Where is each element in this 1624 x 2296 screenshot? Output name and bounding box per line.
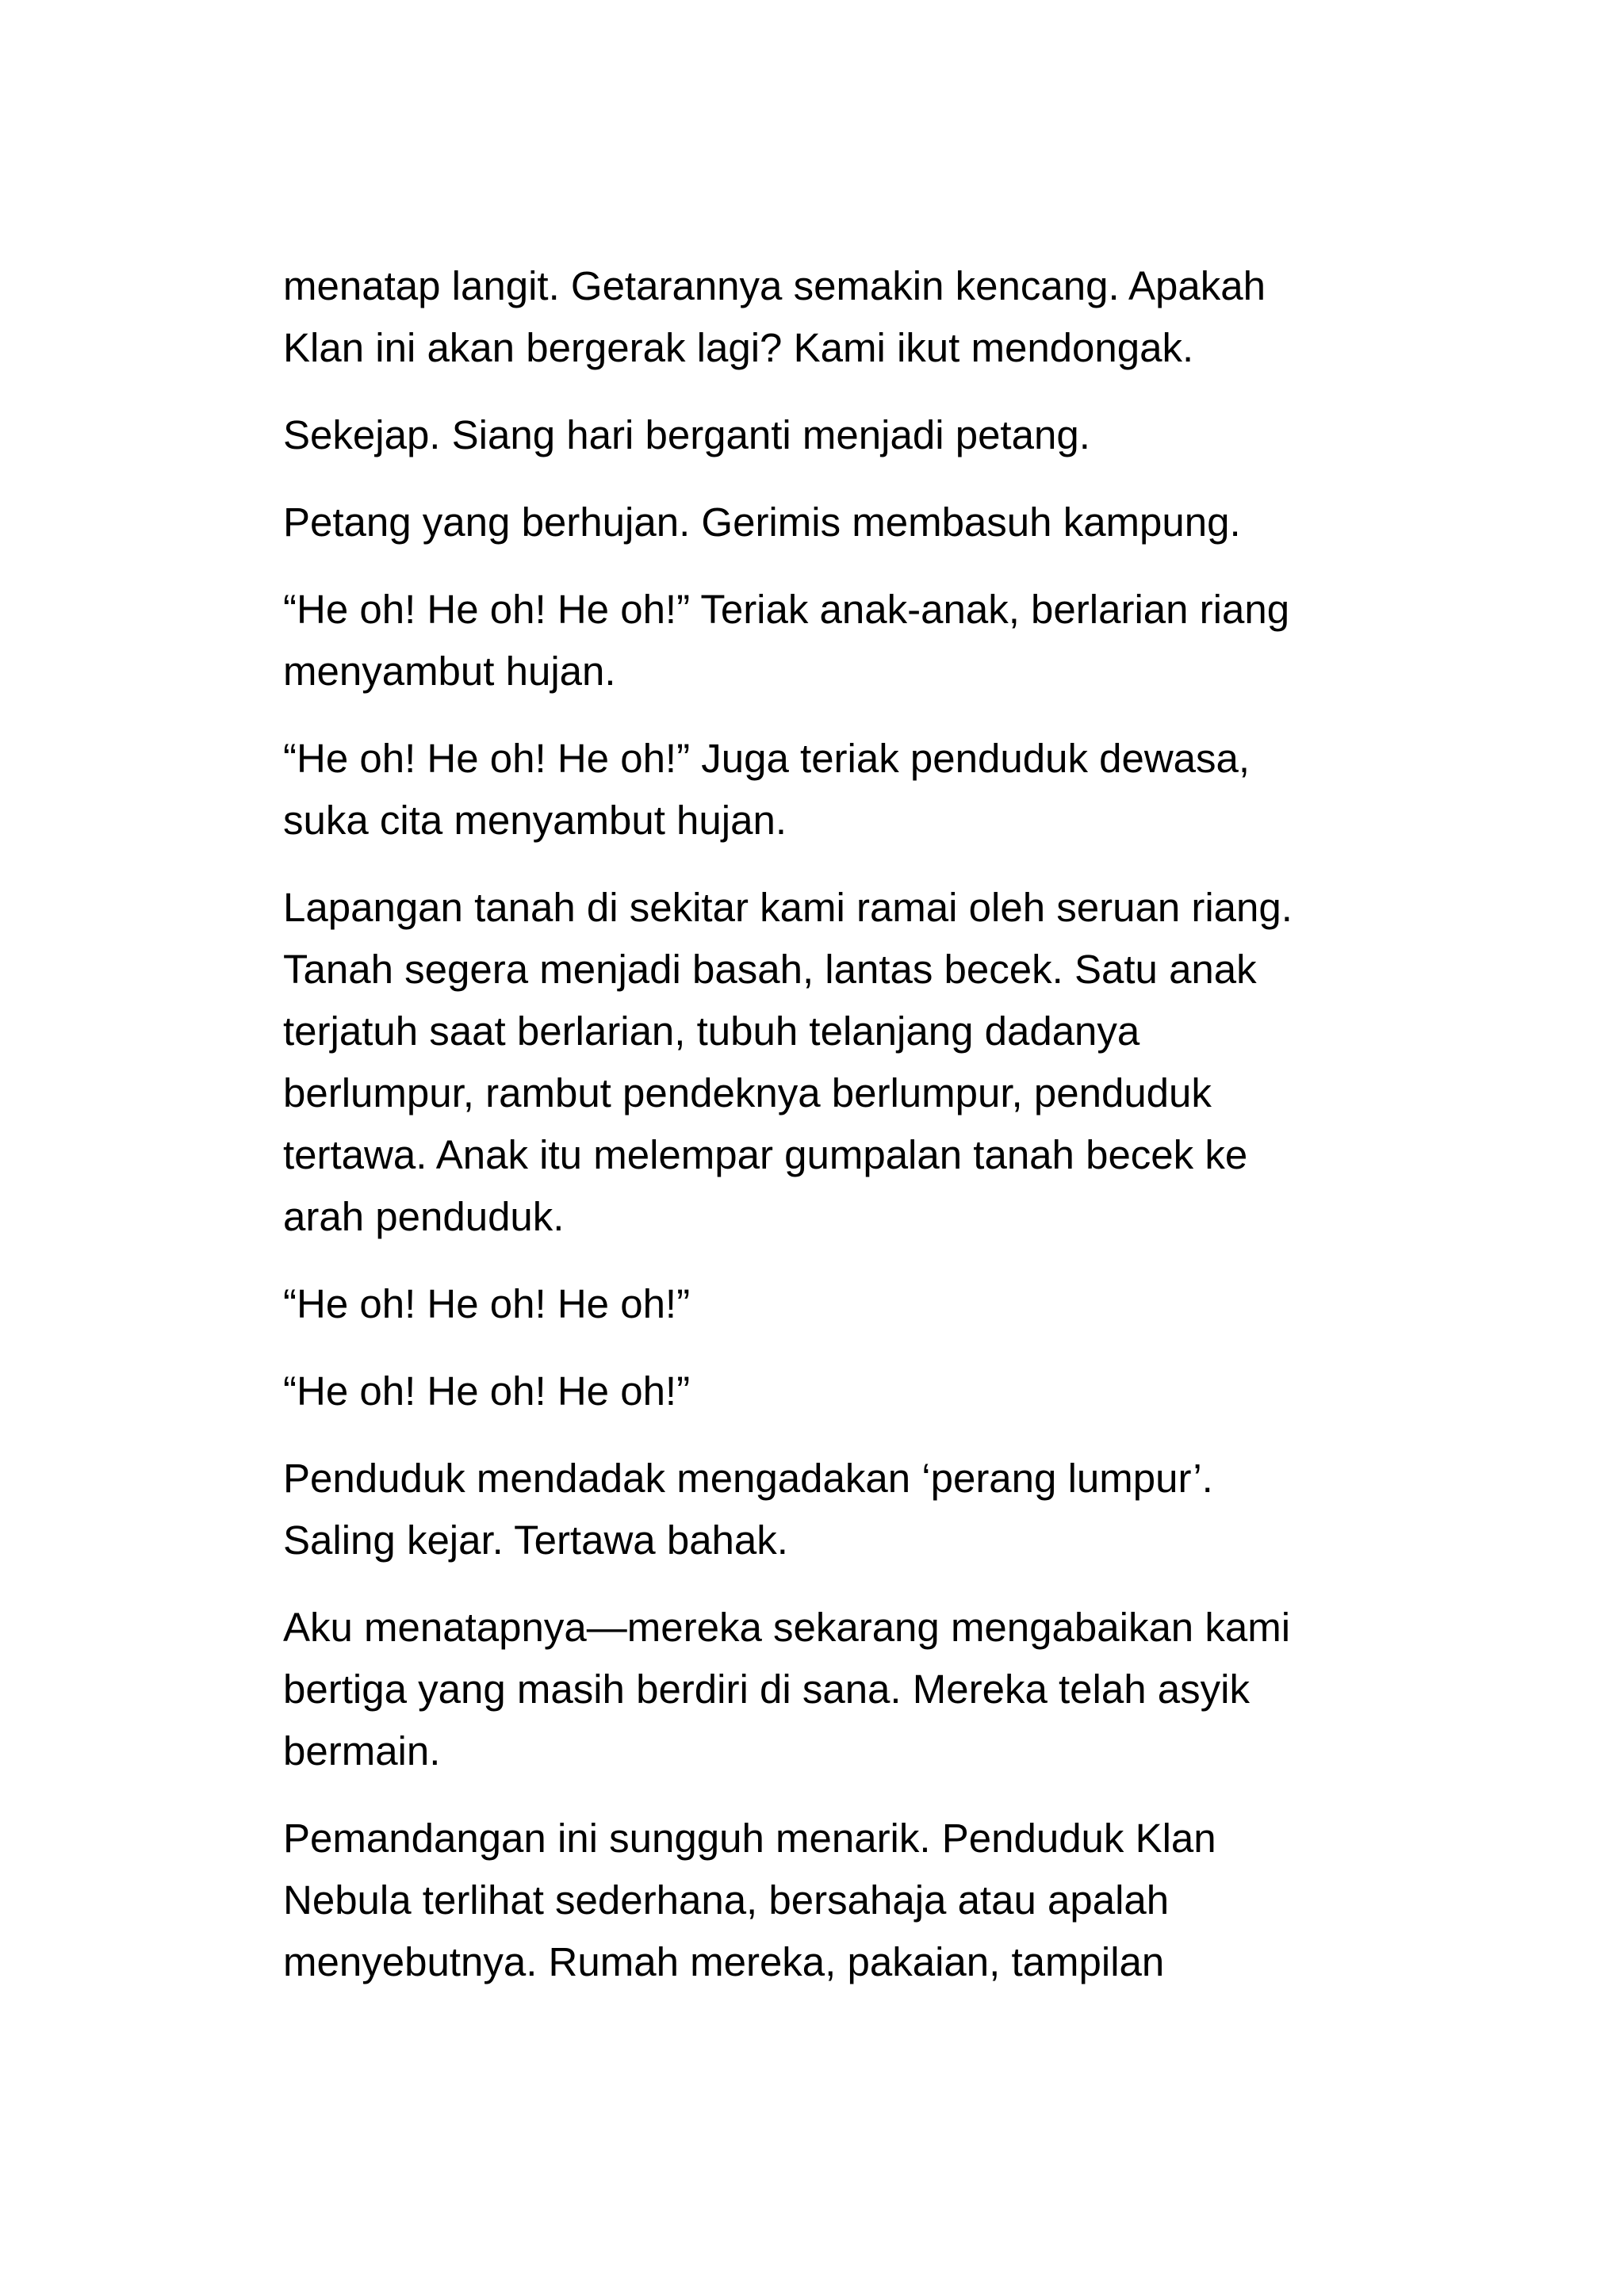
paragraph xyxy=(283,1360,1369,1422)
text-line: “He oh! He oh! He oh!” Teriak anak-anak, berlarian riang xyxy=(283,587,1290,632)
text-line: Saling kejar. Tertawa bahak. xyxy=(283,1517,788,1563)
paragraph xyxy=(283,579,1369,702)
text-line: arah penduduk. xyxy=(283,1194,565,1239)
paragraph xyxy=(283,1448,1369,1571)
paragraph xyxy=(283,877,1369,1248)
text-line: berlumpur, rambut pendeknya berlumpur, penduduk xyxy=(283,1070,1212,1115)
text-line: Sekejap. Siang hari berganti menjadi petang. xyxy=(283,412,1090,457)
text-line: suka cita menyambut hujan. xyxy=(283,798,787,843)
text-line: bertiga yang masih berdiri di sana. Mereka telah asyik xyxy=(283,1667,1250,1712)
text-line: Klan ini akan bergerak lagi? Kami ikut mendongak. xyxy=(283,325,1194,370)
page-body-text xyxy=(283,255,1369,2019)
text-line: “He oh! He oh! He oh!” xyxy=(283,1281,691,1326)
text-line: “He oh! He oh! He oh!” Juga teriak penduduk dewasa, xyxy=(283,736,1251,781)
text-line: Pemandangan ini sungguh menarik. Penduduk Klan xyxy=(283,1816,1216,1861)
text-line: Petang yang berhujan. Gerimis membasuh kampung. xyxy=(283,499,1241,545)
paragraph xyxy=(283,1597,1369,1782)
text-line: Lapangan tanah di sekitar kami ramai oleh seruan riang. xyxy=(283,885,1293,930)
text-line: bermain. xyxy=(283,1728,441,1774)
text-line: Nebula terlihat sederhana, bersahaja atau apalah xyxy=(283,1877,1170,1923)
text-line: “He oh! He oh! He oh!” xyxy=(283,1368,691,1414)
text-line: terjatuh saat berlarian, tubuh telanjang dadanya xyxy=(283,1008,1140,1054)
paragraph xyxy=(283,492,1369,553)
paragraph xyxy=(283,1808,1369,1993)
text-line: menyambut hujan. xyxy=(283,649,616,694)
paragraph xyxy=(283,255,1369,379)
text-line: menatap langit. Getarannya semakin kencang. Apakah xyxy=(283,263,1266,308)
text-line: Tanah segera menjadi basah, lantas becek. Satu anak xyxy=(283,947,1257,992)
text-line: tertawa. Anak itu melempar gumpalan tanah becek ke xyxy=(283,1132,1248,1177)
text-line: Penduduk mendadak mengadakan ‘perang lumpur’. xyxy=(283,1456,1213,1501)
text-line: Aku menatapnya—mereka sekarang mengabaikan kami xyxy=(283,1605,1291,1650)
paragraph xyxy=(283,1273,1369,1335)
paragraph xyxy=(283,728,1369,851)
paragraph xyxy=(283,404,1369,466)
text-line: menyebutnya. Rumah mereka, pakaian, tampilan xyxy=(283,1939,1165,1984)
